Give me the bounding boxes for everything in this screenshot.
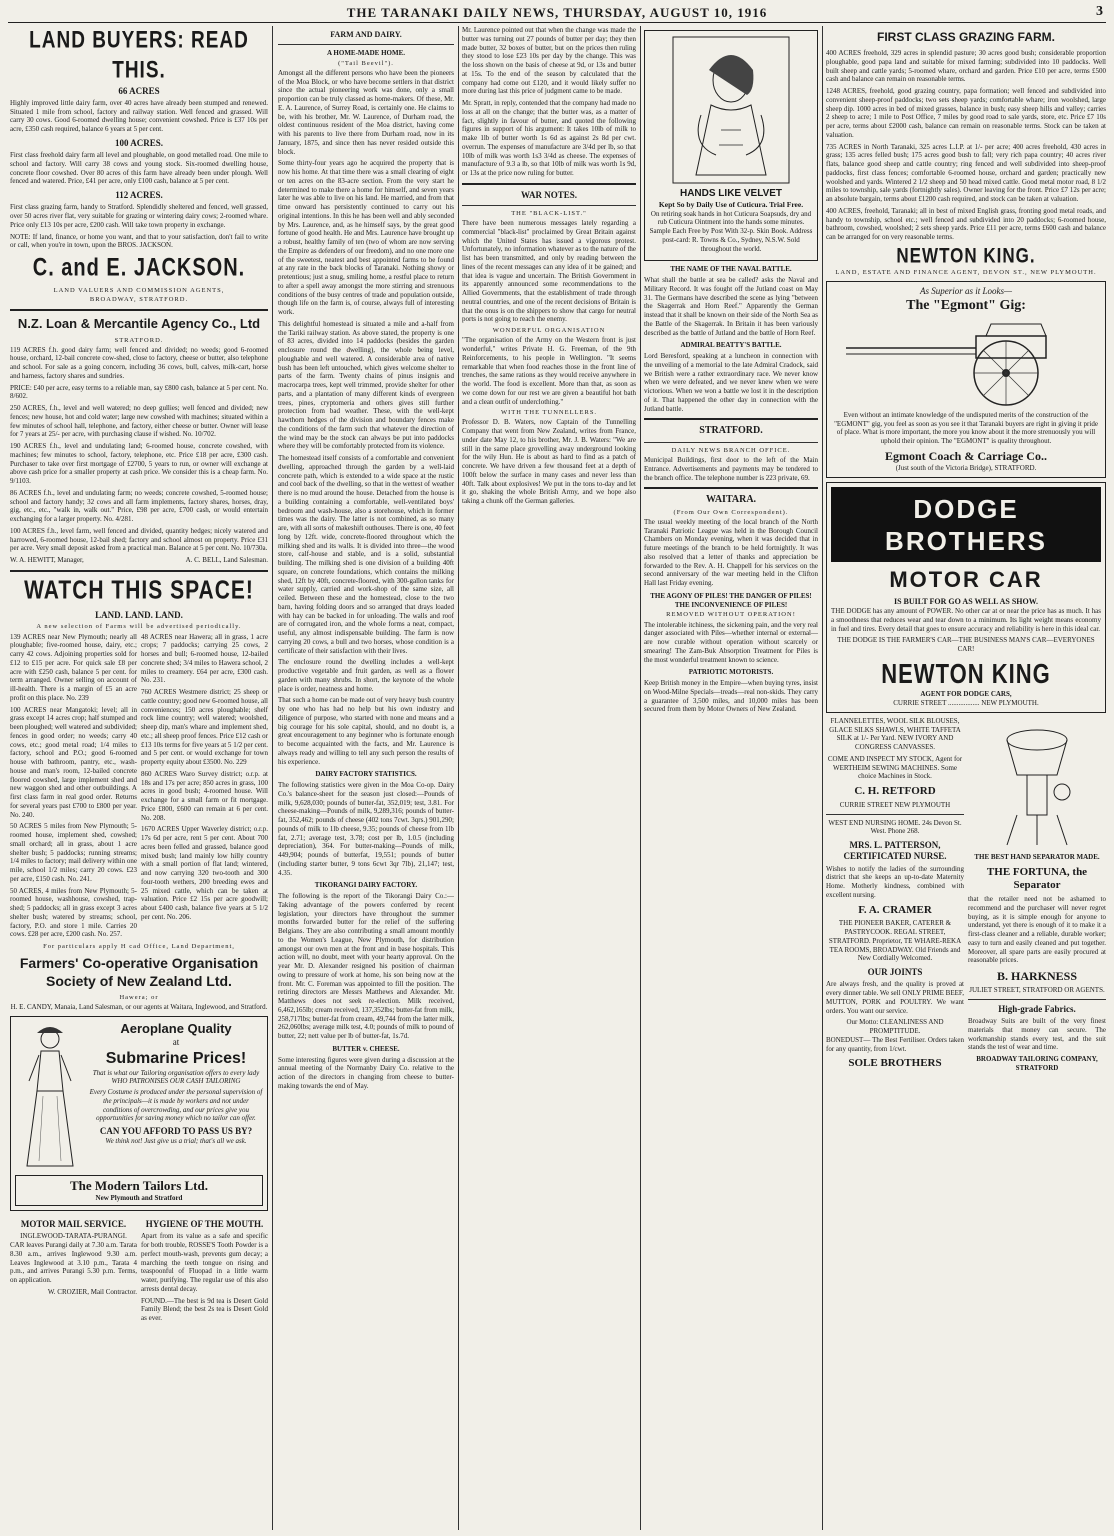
tailors-advert — [10, 1016, 268, 1211]
hands-headline: HANDS LIKE VELVET — [679, 187, 783, 199]
waitara-heading: WAITARA. — [705, 494, 757, 506]
divider — [644, 442, 818, 443]
farm-listing: 50 ACRES 5 miles from New Plymouth; 5-roomed house, implement shed, cowshed; small orchard; all in grass, about 1 acre shelter bush; 5 paddocks; running streams; 1/4 miles to factory; mail delivery within one mile, school 1/2 miles; carry 20 cows. £23 per acre, £150 cash. No. 241. — [10, 822, 137, 883]
farm-listing: 1670 ACRES Upper Waverley district; o.r.p. 17s 6d per acre, rent 5 per cent. About 700 acres been felled and grassed, balance good mixed bush; land mainly low hilly country with a small portion of flat land; wintered, and now carrying 320 two-tooth and 300 four-tooth wethers, 200 breeding ewes and 25 mixed cattle, which can be taken at valuation. Price £2 15s per acre goodwill; about £400 cash, balance five years at 5 1/2 per cent. No. 206. — [141, 825, 268, 921]
patriotic-text: Keep British money in the Empire—when buying tyres, insist on Wood-Milne Specials—treads—real non-skids. They carry a guarantee of 3,500 miles, and 10,000 miles has been secured from them by Motor Owners of New Zealand. — [644, 679, 818, 714]
divider — [10, 309, 268, 311]
divider — [10, 570, 268, 572]
joints-motto: Our Motto: CLEANLINESS AND PROMPTITUDE. — [846, 1018, 944, 1036]
farm-listing: 48 ACRES near Hawera; all in grass, 1 acre crops; 7 paddocks; carrying 25 cows, 2 horses and bull; 6-roomed house, 12-bailed concrete shed; 3/4 miles to Hawera school, 2 miles to creamery. £64 per acre, £300 cash. No. 231. — [141, 632, 268, 685]
motor-car-title: MOTOR CAR — [889, 566, 1043, 592]
watch-land: LAND. LAND. LAND. — [95, 610, 183, 621]
column-6 — [826, 26, 1106, 1530]
home-subheading: ("Tail Beevil"). — [338, 59, 394, 67]
cuticura-advert — [644, 30, 818, 261]
tikorangi-text: The following is the report of the Tikorangi Dairy Co.:—Taking advantage of the powers conferred by recent legislation, your directors have throughout the summer months forwarded butter for the relief of the suffering Belgians. They are also contributing a small amount monthly to the Women's League, New Plymouth, for distribution amongst our own men at the front and in base hospitals. This action will, no doubt, meet with your hearty approval. On the year Mr. D. Alexander resigned his position of chairman owing to pressure of work at home, his son being now at the front. Mr. C. Foreman was appointed to fill the position. The retiring directors are Messrs Matthews and Alexander. Mr. Matthews does not seek re-election. Milk received, 6,462,165lb; cream received, 137,352lbs; butter-fat from milk, 258,717lbs; butter-fat from cream, 49,744 from the latter milk, 262,060lbs; average milk test, 4.0; pounds of milk to pound of butter, 22; nett value per lb of butter-fat, 1s.7d. — [278, 892, 454, 1041]
flannel-text: FLANNELETTES, WOOL SILK BLOUSES, GLACE SILKS SHAWLS, WHITE TAFFETA SILK at 1/- Per Yard. NEW IVORY AND CONGRESS CANVASSES. — [829, 716, 961, 752]
watch-headline: WATCH THIS SPACE! — [24, 575, 254, 605]
war-notes-text: There have been numerous messages lately regarding a commercial "black-list" proclaimed by Great Britain against which the United States has issued a vigorous protest. Unfortunately, no information whatever as to the nature of the list has been transmitted, and only by reading between the lines of the recent messages can any idea of it be gained; and that idea is vague and uncertain. The British Government in its apparently announced some recommendations to the Allied Governments, that the establishment of trade through neutral countries, and one of the recent decisions of Britain is that the onus is on the shippers to show that cargo for neutral ports is not going to reach the enemy. — [462, 219, 636, 324]
nursing-home: WEST END NURSING HOME. 24s Devon St. West. Phone 268. — [828, 818, 962, 836]
gig-carriage-illustration — [836, 318, 1096, 408]
separator-illustration — [977, 720, 1097, 850]
tailor-slogan-1: Aeroplane Quality — [120, 1021, 232, 1036]
home-paragraph: This delightful homestead is situated a mile and a-half from the Tariki railway station. As above stated, the property is one of 83 acres, divided into 14 paddocks (besides the garden enclosure round the dwelling), the whole being level, ploughable and well watered. A considerable area of native bush has been left untouched, which gives welcome shelter to parts of the farm. Twenty chains of pinus insignis and macrocarpa trees, kept well trimmed, provide shelter for other parts, and a plantation of many different kinds of evergreen trees, pines, cryptomeria and others gives still further protection from bad weather. These, with the well-kept hawthorn hedges of the division and boundary fences make the conditions of the farm such that whatever the direction of the wind may be the stock can always be put into paddocks where they will be comfortably protected from its violence. — [278, 319, 454, 451]
column-rule — [640, 26, 641, 1530]
egmont-address: (Just south of the Victoria Bridge), STRATFORD. — [895, 463, 1037, 472]
nz-loan-listing: 86 ACRES f.h., level and undulating farm; no weeds; concrete cowshed, 5-roomed house; school and factory handy; 32 cows and all farm implements, factory shares, horses, dray, gig, etc., etc., "walk in, walk out." Price, £98 per acre, £700 cash, or would entertain exchanging for a larger property. No. 4/281. — [10, 488, 268, 524]
home-paragraph: That such a home can be made out of very heavy bush country by one who has had no help but his own industry and diligence of purpose, who started with none and means and a big courage for his sole capital, should, and no doubt is, a great encouragement to any beginner who is fortunate enough to become acquainted with the facts, and Mr. Laurence is always ready and willing to tell any such person the results of his experience. — [278, 696, 454, 766]
salesman-name: A. C. BELL, Land Salesman. — [185, 556, 268, 565]
farm-listings — [10, 633, 268, 943]
column-2 — [278, 26, 454, 1530]
nz-loan-listing: 100 ACRES f.h., level farm, well fenced and divided, quantity hedges; nicely watered and harrowed, 6-roomed house, 12-bail shed; factory and school almost on property. Price £31 per acre. Very small deposit asked from a practical man. Balance at 5 per cent. No. 10/730a. — [10, 526, 268, 553]
divider — [462, 205, 636, 206]
bonedust-text: BONEDUST— The Best Fertiliser. Orders taken for any quantity, from 1/cwt. — [826, 1035, 964, 1053]
nz-loan-listing: 190 ACRES f.h., level and undulating land; 6-roomed house, concrete cowshed, with machines; few minutes to school, factory, telephone, etc. Price £18 per acre, £300 cash. Purchaser to take over first mortgage of £2700, 5 years to run, or owner will exchange at above cash price for a smaller property at cash price. We consider this is a cheap farm. No. 9/1103. — [10, 442, 268, 486]
tunnellers-text: Professor D. B. Waters, now Captain of the Tunnelling Company that went from New Zealand, writes from France, under date May 12, to his brother, Mr. J. B. Waters: "We are still in the same place grovelling away underground looking for the wily Hun. He is about as hard to find as a patch of concrete. We have driven a few thousand feet at a depth of 100ft below the surface in many cases and never less than 40ft. Talk about explosives! We put in the tons to-day and let it go, shaking the whole British Army, and we hope also taking a chunk off the German galleries. — [462, 418, 636, 506]
divider — [644, 418, 818, 420]
divider — [644, 487, 818, 489]
tailor-text-1: That is what our Tailoring organisation offers to every lady WHO PATRONISES OUR CASH TAILORING — [92, 1068, 260, 1086]
tailor-locations: New Plymouth and Stratford — [95, 1194, 183, 1203]
cramer-name: F. A. CRAMER — [858, 903, 932, 916]
farm-listings-right — [141, 633, 268, 943]
farmers-headline: Farmers' Co-operative Organisation Society of New Zealand Ltd. — [19, 955, 259, 989]
farm-listings-left — [10, 633, 137, 943]
divider — [462, 183, 636, 185]
newton-king-headline: NEWTON KING. — [896, 243, 1036, 268]
patriotic-heading: PATRIOTIC MOTORISTS. — [688, 668, 774, 677]
jackson-address: BROADWAY, STRATFORD. — [89, 296, 189, 304]
tailor-text-2: Every Costume is produced under the personal supervision of the principals—it is made by workers and not under conditions of overcrowding, and our prices give you opportunities for saving money which no tailor can offer. — [89, 1088, 263, 1123]
factory-heading: DAIRY FACTORY STATISTICS. — [315, 770, 417, 779]
nz-loan-footer — [10, 556, 268, 565]
waitara-text: The usual weekly meeting of the local branch of the North Taranaki Patriotic League was held in the Borough Council Chambers on Monday evening, when it was decided that in future meetings of the branch to be held fortnightly. It was also resolved that a letter of thanks and appreciation be forwarded to the Rev. A. H. Chappell for his services on the second anniversary of the war meeting held in the Clifton Hall last Friday evening. — [644, 517, 818, 588]
home-paragraph: The homestead itself consists of a comfortable and convenient dwelling, approached through the garden by a well-laid concrete path, which is extended to a wide space at the rustic and cool back of the dwelling, so that in the wettest of weather there is no mud around the house. Detached from the house is a building containing a comfortable, well-ventilated boys' bedroom and wash-house, also a storehouse, which in former times was the dairy. The latter is not combined, as so many are, with all sorts of makeshift outhouses. There is one, 40 feet long by 12ft. wide, concrete-floored throughout which the milking shed and its walls. It is divided into three—the wood store, calf-house and stable, and is a solid, substantial building. The milking shed is one division of a building 40ft square, on concrete foundations, which contains the milking shed, 12ft by 40ft, concrete-floored, with 300-gallon tanks for water supply, carried and work-shop of the same size, all ceiled. Between these and the homestead, close to the two barn, having folding doors and so arranged that drays loaded with hay can be backed in for unloading. The walls and roof are of corrugated iron, and the whole forms a neat, compact, useful, any almost indispensable building. The farm is now carrying 20 cows, a bull and two horses, whose condition is a certificate of their satisfaction with their lives. — [278, 454, 454, 655]
dodge-newton-king: NEWTON KING — [881, 657, 1051, 689]
divider — [968, 999, 1106, 1000]
home-article — [278, 69, 454, 767]
egmont-company: Egmont Coach & Carriage Co.. — [885, 448, 1047, 463]
divider — [278, 44, 454, 45]
war-notes-heading: WAR NOTES. — [520, 189, 577, 200]
flannel-text-2: COME AND INSPECT MY STOCK, Agent for WERTHEIM SEWING MACHINES. Some choice Machines in Stock. — [827, 754, 963, 781]
land-buyers-headline: LAND BUYERS: READ THIS. — [29, 27, 249, 84]
divider — [826, 814, 964, 815]
woman-portrait-illustration — [671, 35, 791, 185]
fortuna-name: THE FORTUNA, the Separator — [986, 865, 1088, 892]
wonderful-text: "The organisation of the Army on the Western front is just wonderful," writes Private H. G. Freeman, of the 9th Reinforcements, to his people in Wellington. "It seems remarkable that when food reaches those in the front line of trenches, the same rations as they would receive anywhere in the world. The food is excellent. More than that, as soon as we come down for our rest we are given a beautiful hot bath and a clean outfit of underclothing." — [462, 336, 636, 406]
joints-heading: OUR JOINTS — [867, 967, 923, 978]
egmont-text: Even without an intimate knowledge of the undisputed merits of the construction of the "EGMONT" gig, you feel as soon as you see it that Taranaki buyers are right in giving it pride of place. What is more important, the more you know about it the more strenuously you will uphold their opinion. The "EGMONT" is quality throughout. — [834, 410, 1098, 446]
beatty-heading: ADMIRAL BEATTY'S BATTLE. — [680, 341, 782, 350]
column-rule — [458, 26, 459, 1530]
blacklist-subheading: THE "BLACK-LIST." — [511, 210, 587, 217]
column-1 — [10, 26, 268, 1530]
highgrade-heading: High-grade Fabrics. — [998, 1003, 1076, 1014]
motor-mail-sign: W. CROZIER, Mail Contractor. — [47, 1287, 137, 1296]
egmont-pre: As Superior as it Looks— — [919, 286, 1012, 297]
beatty-text: Lord Beresford, speaking at a luncheon in connection with the unveiling of a memorial to the late Admiral Cradock, said we British were a rather extraordinary race. We never know when we were defeated, and we never knew when we were victorious. When we won a battle we lost it in the description of it. That happened the other day in connection with the Jutland battle. — [644, 352, 818, 413]
stratford-heading: STRATFORD. — [699, 425, 763, 437]
column-4 — [644, 26, 818, 1530]
farm-listing: 100 ACRES near Mangatoki; level; all in grass except 14 acres crop; half stumped and been ploughed; well watered and subdivided; fences in good order; no weeds; carry 40 cows, etc.; good metal road; 1/4 miles to factory, school and P.O.; good 6-roomed house with bathroom, pantry, etc., wash-house and man's room, 12-bailed concrete floored cowshed, large implement shed and new waggon shed and other outbuildings. A first class farm in real good order. Returns for several years past £700 to £800 per year. No. 240. — [10, 705, 137, 819]
bottom-right-ads — [826, 717, 1106, 1073]
farm-listing: 139 ACRES near New Plymouth; nearly all ploughable; five-roomed house, dairy, etc.; carry 42 cows. Adjoining properties sold for £12 to £15 per acre. For quick sale £8 per acre with £250 cash, balance 5 per cent. for term arranged. Owner selling on account of ill-health. There is a margin of £5 an acre profit on this place. No. 239 — [10, 632, 137, 702]
dodge-slogan: THE DODGE IS THE FARMER'S CAR—THE BUSINESS MAN'S CAR—EVERYONES CAR! — [837, 636, 1095, 654]
manager-name: W. A. HEWITT, Manager, — [10, 556, 84, 565]
piles-heading: THE AGONY OF PILES! THE DANGER OF PILES! THE INCONVENIENCE OF PILES! — [650, 591, 812, 609]
stratford-subheading: DAILY NEWS BRANCH OFFICE. — [671, 446, 791, 454]
dodge-agent: AGENT FOR DODGE CARS, — [920, 690, 1012, 699]
watch-subtitle: A new selection of Farms will be advertised periodically. — [36, 623, 242, 631]
dodge-tagline: IS BUILT FOR GO AS WELL AS SHOW. — [893, 597, 1039, 607]
listing-heading: 112 ACRES. — [115, 190, 163, 200]
nz-loan-listing: PRICE: £40 per acre, easy terms to a reliable man, say £800 cash, balance at 5 per cent. No. 8/602. — [10, 383, 268, 401]
column-rule — [822, 26, 823, 1530]
naval-text: What shall the battle at sea be called? asks the Naval and Military Record. It was fought off the Jutland coast on May 31. The Germans have described the scene as lying "between the Skagerrak and Horn Reef." Apparently the German instead that it shall be known on their side of the North Sea as the Battle of the Skagerrak. In Britain it has been variously described as the battle of Jutland and the battle of Horn Reef. — [644, 276, 818, 337]
wonderful-heading: WONDERFUL ORGANISATION — [492, 327, 606, 335]
sole-brothers: SOLE BROTHERS — [848, 1057, 942, 1070]
retford-address: CURRIE STREET NEW PLYMOUTH — [839, 800, 951, 809]
harkness-name: B. HARKNESS — [996, 969, 1078, 984]
dodge-text: THE DODGE has any amount of POWER. No other car at or near the price has as much. It has a smoothness that reduces wear and tear down to a minimum. Its light weight means economy in fuel and tires. Every detail that goes to ensure accuracy and reliability is here in this ideal car. — [831, 607, 1101, 633]
motor-mail-route: INGLEWOOD-TARATA-PURANGI. — [20, 1232, 127, 1241]
continued-text: Mr. Laurence pointed out that when the change was made the butter was turning out 27 pounds of butter per day; they then made butter, 32 boxes of butter, but on the prices then ruling they stood to lose £23 10s per day by the change. This was the loss shown on the basis of cheese at 9d, or 13s and butter at 15s. To the end of the season by calculated that the company had come out £120, and it would likely suffer no more during last this price of judgment came to be made. — [462, 26, 636, 96]
grazing-listing: 400 ACRES freehold, 329 acres in splendid pasture; 30 acres good bush; considerable proportion ploughable, good papa land and suitable for mixed farming; subdivided into 10 paddocks. Well built sheep and cattle yards; 5-roomed whare, orchard and garden. Price £10 per acre, terms £500 cash and balance can remain on reasonable terms. — [826, 49, 1106, 84]
grazing-listing: 1248 ACRES, freehold, good grazing country, papa formation; well fenced and subdivided into convenient sheep-proof paddocks; two sets sheep yards; comfortable whare; iron woolshed, large sheep dip. 1000 acres in bed of mixed grasses, balance in bush; easy sheep hills and valley; carries 2 sheep to acre; 1 mile to Post Office, 7 miles by good road to sale yards, store, etc. Price £7 10s per acre, terms about £2000 cash, balance can remain on reasonable terms. Stock can be taken at valuation. — [826, 87, 1106, 139]
nz-loan-headline: N.Z. Loan & Mercantile Agency Co., Ltd — [17, 316, 261, 332]
dodge-headline: DODGE BROTHERS — [831, 487, 1101, 562]
listing-heading: 66 ACRES — [118, 85, 160, 96]
farmers-pre: For particulars apply H cad Office, Land Department, — [43, 943, 235, 950]
patterson-name: MRS. L. PATTERSON, CERTIFICATED NURSE. — [843, 840, 947, 862]
motor-mail-heading: MOTOR MAIL SERVICE. — [20, 1219, 127, 1229]
stratford-text: Municipal Buildings, first door to the left of the Main Entrance. Advertisements and payments may be tendered to the branch office. The telephone number is 223 private, 69. — [644, 456, 818, 482]
listing-text: Highly improved little dairy farm, over 40 acres have already been stumped and renewed. Situated 1 mile from school, factory and railway station. Well fenced and grassed. Will carry 30 cows. Good 6-roomed dwelling house; convenient cowshed. Price is £37 10s per acre, £350 cash required, balance 6 years at 5 per cent. — [10, 98, 268, 133]
grazing-listing: 400 ACRES, freehold, Taranaki; all in best of mixed English grass, fronting good metal roads, and handy to township, school etc.; well fenced and subdivided into 20 paddocks; 6-roomed house, bathroom, cowshed, woolshed; 2 sets sheep yards. Price £11 per acre, terms £600 cash and balance can be arranged for on very reasonable terms. — [826, 206, 1106, 241]
retford-name: C. H. RETFORD — [854, 785, 936, 798]
newton-king-subtitle: LAND, ESTATE AND FINANCE AGENT, DEVON ST., NEW PLYMOUTH. — [835, 269, 1097, 276]
cramer-text: THE PIONEER BAKER, CATERER & PASTRYCOOK. REGAL STREET, STRATFORD. Proprietor, TE WHARE-REKA TEA ROOMS, BROADWAY. Old Friends and New Cordially Welcomed. — [828, 919, 962, 963]
butter-heading: BUTTER v. CHEESE. — [332, 1044, 400, 1053]
jackson-subtitle: LAND VALUERS AND COMMISSION AGENTS, — [53, 287, 225, 294]
piles-text: The intolerable itchiness, the sickening pain, and the very real danger associated with Piles—whether internal or external—are now curable without operation without scarcely or smearing! The Zam-Buk Absorption Treatment for Piles is the most wonderful treatment known to science. — [644, 620, 818, 664]
listing-note: NOTE: If land, finance, or home you want, and that to your satisfaction, don't fail to write or call, when you're in town, upon the BROS. JACKSON. — [10, 232, 268, 250]
bottom-small-ads — [10, 1215, 268, 1326]
column-rule — [272, 26, 273, 1530]
tikorangi-heading: TIKORANGI DAIRY FACTORY. — [314, 881, 418, 890]
grazing-listing: 735 ACRES in North Taranaki, 325 acres L.I.P. at 1/- per acre; 400 acres freehold, 430 acres in grass; 135 acres felled bush; 175 acres good bush to fall; very rich papa country; 40 acres river flats, balance good sheep and cattle country; ring fenced and well subdivided into sheep-proof paddocks, first class fences; comfortable 6-roomed house, orchard and garden; practically new woolshed and yards. Wintered 2 1/2 sheep and 50 head mixed cattle. Good metal motor road, 8 1/2 miles to township, sale yards (fortnightly sales). Owner leaving for the front. Price £7 12s per acre; an absolute bargain, terms about £1200 cash required, and stock can be taken at valuation. — [826, 142, 1106, 203]
dodge-advert — [826, 482, 1106, 713]
home-paragraph: The enclosure round the dwelling includes a well-kept productive vegetable and fruit garden, as well as a flower garden with many shrubs. In short, the keynote of the whole place is order, neatness and home. — [278, 658, 454, 693]
tailor-slogan-3: Submarine Prices! — [105, 1049, 247, 1067]
listing-heading: 100 ACRES. — [114, 137, 163, 148]
naval-heading: THE NAME OF THE NAVAL BATTLE. — [670, 265, 792, 274]
listing-text: First class freehold dairy farm all level and ploughable, on good metalled road. One mile to school and factory. Will carry 38 cows and young stock. Six-roomed dwelling house, concrete floor cowshed. Over 80 acres of this farm have already been under plough. Well fenced and watered. Price, £41 per acre, only £100 cash, balance at 5 per cent. — [10, 151, 268, 186]
farmers-sub: Hawera; or — [119, 994, 159, 1002]
tailor-slogan-2: at — [172, 1037, 180, 1048]
waitara-subheading: (From Our Own Correspondent). — [673, 508, 789, 516]
patterson-text: Wishes to notify the ladies of the surrounding district that she keeps an up-to-date Maternity Home. Motherly kindness, combined with excellent nursing. — [826, 864, 964, 899]
joints-text: Are always fresh, and the quality is proved at every dinner table. We sell ONLY PRIME BEEF, MUTTON, PORK and POULTRY. We want orders. You want our service. — [826, 980, 964, 1015]
tailor-tagline: We think not! Just give us a trial; that's all we ask. — [105, 1137, 247, 1146]
found-notice: FOUND.—The best is 9d tea is Desert Gold Family Blend; the best 2s tea is Desert Gold as ever. — [141, 1296, 268, 1322]
hands-subheadline: Kept So by Daily Use of Cuticura. Trial Free. — [658, 200, 804, 210]
farm-listing: 50 ACRES, 4 miles from New Plymouth; 5-roomed house, washhouse, cowshed, trap-shed; 5 paddocks; all in grass except 3 acres shelter bush; watered by streams; school, factory, P.O. and store 1 mile. Carries 20 cows. £28 per acre, £200 cash. No. 257. — [10, 886, 137, 939]
home-paragraph: Some thirty-four years ago he acquired the property that is now his home. At that time there was a small clearing of eight or ten acres on the 83-acre section. From the very start he determined to make there a home for himself, and seven years later he was able to live on his land. He married, and from that time onward has persistently continued to carry out his original intentions. In this he has been well and ably seconded by Mrs. Laurence, and, as he himself says, by the great good fortune of good health. He and Mrs. Laurence have brought up a robust, healthy family of ten (two of whom are now serving the Empire as defenders of our freedom), and no one more one of the sweetest, neatest and best appointed farms to be found at any rate in the back blocks of Taranaki. Nothing showy or pretentious; just a snug, smiling home, a restful place to return to after a spell away amongst the more stirring and strenuous conditions of the busy centres of trade and population outside, though life on the farm is, of course, always full of interesting work. — [278, 159, 454, 317]
nz-loan-listings — [10, 346, 268, 554]
dodge-address: CURRIE STREET .................. NEW PLYMOUTH. — [893, 699, 1039, 708]
listing-text: First class grazing farm, handy to Stratford. Splendidly sheltered and fenced, well grassed, over 50 acres river flat, very suitable for grazing or wintering dairy cows; 2-roomed whare. Price only £13 10s per acre, £200 cash. Will take town property in exchange. — [10, 203, 268, 229]
hygiene-text: Apart from its value as a safe and specific for both trouble, ROSSE'S Tooth Powder is a perfect mouth-wash, prevents gum decay; a marching the teeth tongue on rising and teaspoonful of Fluopad in a little warm water, purifying. The regular use of this also arrests dental decay. — [141, 1232, 268, 1293]
tailor-company: The Modern Tailors Ltd. — [70, 1178, 208, 1193]
column-3 — [462, 26, 636, 1530]
hands-text: On retiring soak hands in hot Cuticura Soapsuds, dry and rub Cuticura Ointment into the hands some minutes. Sample Each Free by Post With 32-p. Skin Book. Address post-card: R. Towns & Co., Sydney, N.S.W. Sold throughout the world. — [649, 209, 813, 253]
separator-heading: THE BEST HAND SEPARATOR MADE. — [974, 852, 1100, 861]
nz-loan-subtitle: STRATFORD. — [114, 336, 164, 344]
hygiene-heading: HYGIENE OF THE MOUTH. — [145, 1219, 264, 1229]
farm-listing: 860 ACRES Waro Survey district; o.r.p. at 18s and 17s per acre; 850 acres in grass, 100 acres in good bush; 4-roomed house. Will exchange for a small farm or fit mortgage. Price £800, £600 can remain at 6 per cent. No. 208. — [141, 769, 268, 822]
jackson-headline: C. and E. JACKSON. — [32, 254, 246, 282]
home-heading: A HOME-MADE HOME. — [327, 49, 405, 57]
egmont-gig-advert — [826, 281, 1106, 478]
first-class-headline: FIRST CLASS GRAZING FARM. — [877, 30, 1055, 44]
harkness-address: JULIET STREET, STRATFORD OR AGENTS. — [969, 986, 1105, 995]
tunnellers-heading: WITH THE TUNNELLERS. — [500, 409, 598, 417]
nz-loan-listing: 250 ACRES, f.h., level and well watered; no deep gullies; well fenced and divided; new fences; new house, hot and cold water; large new cowshed with machines; situated within a few minutes of school hall, telephone, and factory, either cheese or butter. Owner will lease for 7 years at 25/- per acre, with purchasing clause if wished. No. 10/702. — [10, 404, 268, 439]
farm-listing: 760 ACRES Westmere district; 25 sheep or cattle country; good new 6-roomed house, all conveniences; 150 acres ploughable; shelf rock lime country; well watered; woolshed, sheep dip, man's whare and implement shed, etc.; all sheep proof fences. Price £12 cash or £13 10s terms for five years at 5 1/2 per cent. and 5 per cent. or would exchange for town property equity about £3500. No. 229 — [141, 688, 268, 766]
broadway-company: BROADWAY TAILORING COMPANY, STRATFORD — [976, 1055, 1098, 1072]
fortuna-text: that the retailer need not be ashamed to recommend and the purchaser will never regret buying, as it is simple enough for anyone to understand, yet there is enough of it to make it a first-class cleaner and a reliable, durable worker; easy to turn and easily cleaned and put together. Moreover, all spare parts are easily procured at reasonable prices. — [968, 895, 1106, 965]
continued-text-2: Mr. Spratt, in reply, contended that the company had made no loss at all on the change; that the butter was, as a matter of fact, slightly in favour of butter, and quoted the following figures in support of his argument: It takes 10lb of milk to make 1lb of butter worth 1s 6d as against 2s 8d per cwt. overrun. The expenses of manufacture are 3/4d per lb, so that 10lb of milk was worth 1s3 3/4d as cheese. The expenses of manufacture of 9.3 a lb, so that 10lb of milk was worth 1s 9d, or 13s at the price now ruling for butter. — [462, 99, 636, 177]
grazing-listings — [826, 49, 1106, 242]
egmont-title: The "Egmont" Gig: — [906, 298, 1026, 314]
farmers-agent: H. E. CANDY, Manaia, Land Salesman, or our agents at Waitara, Inglewood, and Stratford. — [10, 1003, 268, 1012]
home-paragraph: Amongst all the different persons who have been the pioneers of the Moa Block, or who have become settlers in that district since the actual pioneering work was done, only a small proportion can be truly classed as home-makers. Of these, Mr. E. A. Laurence, of Surrey Road, is certainly one. He claims to be, with his brother, Mr. W. Laurence, of Durham road, the oldest continuous resident of the Moa district, having come with his parents to live there from Durham road, now in its January, 1875, and since then has never resided outside this block. — [278, 68, 454, 156]
masthead-title: THE TARANAKI DAILY NEWS, THURSDAY, AUGUST 10, 1916 — [346, 5, 768, 20]
nz-loan-listing: 119 ACRES f.h. good dairy farm; well fenced and divided; no weeds; good 6-roomed house, orchard, 12-bail concrete cow-shed, close to factory, cheese or butter, also telephone and school. For sale as a going concern, including 36 cows, bull, calves, milk-cart, horse and harness, factory shares and sundries. — [10, 345, 268, 380]
farm-dairy-heading: FARM AND DAIRY. — [330, 30, 402, 39]
butter-text: Some interesting figures were given during a discussion at the annual meeting of the Normanby Dairy Co. relative to the action of the directors in changing from cheese to butter-making towards the end of May. — [278, 1055, 454, 1090]
piles-subheading: REMOVED WITHOUT OPERATION! — [666, 611, 796, 619]
factory-text: The following statistics were given in the Moa Co-op. Dairy Co.'s balance-sheet for the season just closed:—Pounds of milk, 9,628,030; pounds of butter-fat, 352,019; test, 3.81. For cheese-making—Pounds of milk, 9,289,316; pounds of butter-fat, 352,462; pounds of cheese (402 tons 7cwt. 3qrs.) 901,290; pounds of milk to 1lb cheese, 9.35; pounds of cheese from 1lb fat, 2.71; average test, 3.78; cost per lb, 1.0.5 (including depreciation), 364. For butter-making—Pounds of milk, 449,904; pounds of butterfat, 19,551; pounds of butter (including starter butter, 9 tons 6cwt 3qr 7lb), 21,147; test, 4.35. — [278, 781, 454, 877]
lady-figure-illustration — [15, 1021, 85, 1171]
highgrade-text: Broadway Suits are built of the very finest materials that money can secure. The workmanship stands every test, and the suit stands the test of wear and time. — [968, 1017, 1106, 1052]
page-number: 3 — [1096, 4, 1104, 19]
tailor-question: CAN YOU AFFORD TO PASS US BY? — [99, 1126, 253, 1136]
masthead — [8, 4, 1106, 23]
motor-mail-text: CAR leaves Purangi daily at 7.30 a.m. Tarata 8.30 a.m., arrives Inglewood 9.30 a.m. Leaves Inglewood at 3.10 p.m., Tarata 4 p.m., and arrives Purangi 5.30 p.m. Terms, on application. — [10, 1241, 137, 1284]
